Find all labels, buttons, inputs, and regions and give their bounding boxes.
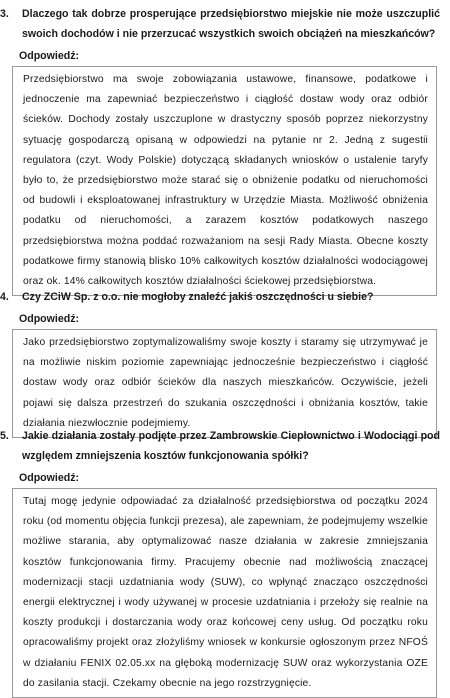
answer-label: Odpowiedź:: [19, 50, 80, 62]
question-number: 5.: [0, 430, 9, 442]
question-number: 4.: [0, 291, 9, 303]
question-text: Jakie działania zostały podjęte przez Zambrowskie Ciepłownictwo i Wodociągi pod względem zmniejszenia kosztów funkcjonowania spółki?: [22, 430, 440, 462]
question-heading: [0, 4, 450, 44]
question-number: 3.: [0, 8, 9, 20]
question-text: Dlaczego tak dobrze prosperujące przedsiębiorstwo miejskie nie może uszczuplić swoich dochodów i nie przerzucać wszystkich swoich obciążeń na mieszkańców?: [22, 8, 440, 40]
answer-box: Przedsiębiorstwo ma swoje zobowiązania ustawowe, finansowe, podatkowe i jednoczenie ma zapewniać bezpieczeństwo i ciągłość dostaw wody oraz odbiór ścieków. Dochody zostały uszczuplone w drastyczny sposób poprzez niekorzystny sytuację gospodarczą opisaną w odpowiedzi na pytanie nr 2. Jedną z sugestii regulatora (czyt. Wody Polskie) dotyczącą składanych wniosków o ustalenie taryfy było to, że przedsiębiorstwo może starać się o obniżenie podatku od nieruchomości od budowli i eksploatowanej infrastruktury w Urzędzie Miasta. Możliwość obniżenia podatku od nieruchomości, a zarazem kosztów podatkowych naszego przedsiębiorstwa można poddać rozważaniom na sesji Rady Miasta. Obecne koszty podatkowe firmy stanowią blisko 10% całkowitych kosztów działalności wodociągowej oraz ok. 14% całkowitych kosztów działalności ściekowej przedsiębiorstwa.: [12, 66, 437, 296]
question-heading: [0, 287, 450, 307]
question-section-5: [0, 426, 450, 698]
answer-label: Odpowiedź:: [19, 472, 80, 484]
answer-label: Odpowiedź:: [19, 313, 80, 325]
answer-box: Jako przedsiębiorstwo zoptymalizowaliśmy swoje koszty i staramy się utrzymywać je na możliwie niskim poziomie zapewniając jednocześnie bezpieczeństwo i ciągłość dostaw wody oraz odbiór ścieków dla naszych mieszkańców. Oczywiście, jeżeli pojawi się dalsza przestrzeń do szukania oszczędności i obniżania kosztów, takie działania niezwłocznie podejmiemy.: [12, 329, 437, 438]
question-section-3: [0, 4, 450, 296]
answer-box: Tutaj mogę jedynie odpowiadać za działalność przedsiębiorstwa od początku 2024 roku (od momentu objęcia funkcji prezesa), ale zapewniam, że podejmujemy wszelkie możliwe starania, aby optymalizować nasze działania w zakresie zmniejszania kosztów funkcjonowania firmy. Pracujemy obecnie nad możliwością znaczącej modernizacji stacji uzdatniania wody (SUW), co wpłynąć znacząco oszczędności energii elektrycznej i wody używanej w procesie uzdatniania i przełoży się realnie na koszty produkcji i dostarczania wody oraz końcowej ceny usług. Od początku roku opracowaliśmy projekt oraz złożyliśmy wniosek w konkursie ogłoszonym przez NFOŚ w działaniu FENIX 02.05.xx na głęboką modernizację SUW oraz wykorzystania OZE do zasilania stacji. Czekamy obecnie na jego rozstrzygnięcie.: [12, 488, 437, 698]
question-text: Czy ZCiW Sp. z o.o. nie mogłoby znaleźć jakiś oszczędności u siebie?: [22, 291, 374, 303]
question-section-4: [0, 287, 450, 438]
question-heading: [0, 426, 450, 466]
